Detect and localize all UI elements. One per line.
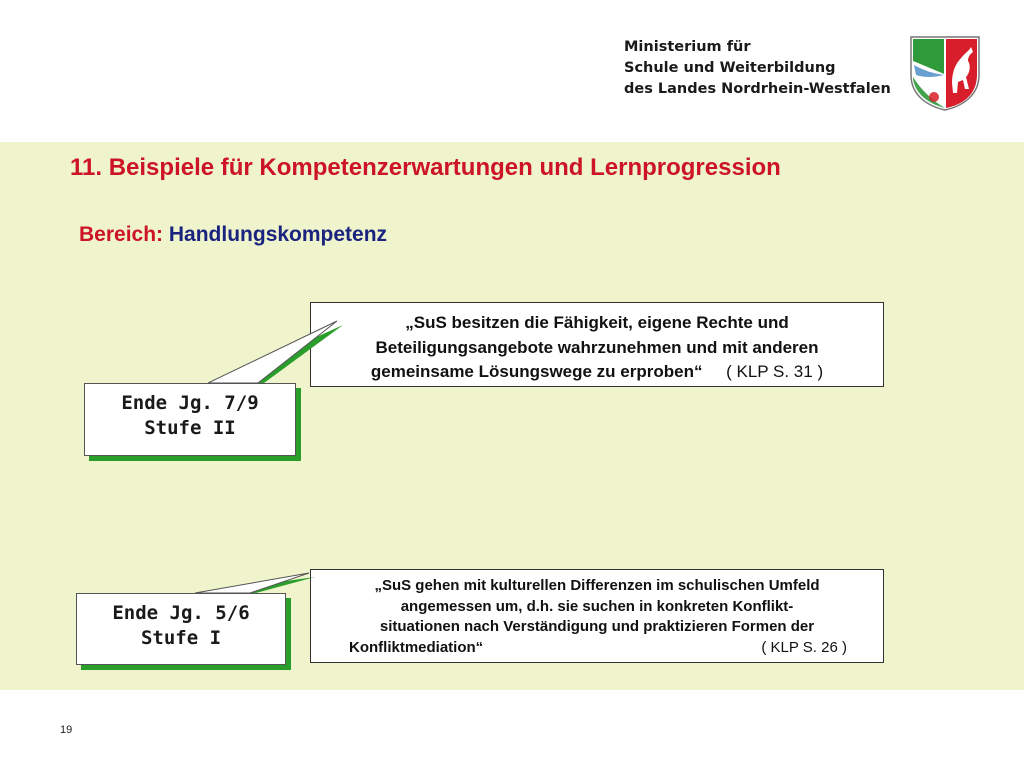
quote-line: angemessen um, d.h. sie suchen in konkreten Konflikt- (400, 597, 794, 615)
quote-text: Konfliktmediation“ (349, 638, 484, 656)
quote-reference: ( KLP S. 26 ) (761, 638, 847, 656)
ministry-line: Ministerium für (624, 39, 751, 55)
stage-grade: Ende Jg. 7/9 (121, 392, 259, 414)
ministry-line: des Landes Nordrhein-Westfalen (624, 81, 891, 97)
quote-reference: ( KLP S. 31 ) (726, 362, 824, 381)
quote-text: gemeinsame Lösungswege zu erproben“ (370, 362, 703, 381)
slide-title: 11. Beispiele für Kompetenzerwartungen und Lernprogression (70, 154, 781, 181)
quote-line: Beteiligungsangebote wahrzunehmen und mit anderen (375, 337, 819, 357)
stage-level: Stufe I (140, 627, 222, 649)
page-number: 19 (60, 724, 73, 736)
quote-line: situationen nach Verständigung und praktizieren Formen der (379, 618, 815, 635)
quote-line: „SuS besitzen die Fähigkeit, eigene Rechte und (405, 313, 789, 332)
stage-grade: Ende Jg. 5/6 (112, 602, 250, 624)
quote-line: „SuS gehen mit kulturellen Differenzen im schulischen Umfeld (374, 577, 820, 594)
area-label: Bereich: (79, 223, 164, 246)
area-value: Handlungskompetenz (168, 223, 388, 246)
ministry-line: Schule und Weiterbildung (624, 60, 836, 76)
stage-box-level-1 (76, 593, 286, 665)
stage-level: Stufe II (144, 417, 236, 439)
stage-box-level-2 (84, 383, 296, 456)
